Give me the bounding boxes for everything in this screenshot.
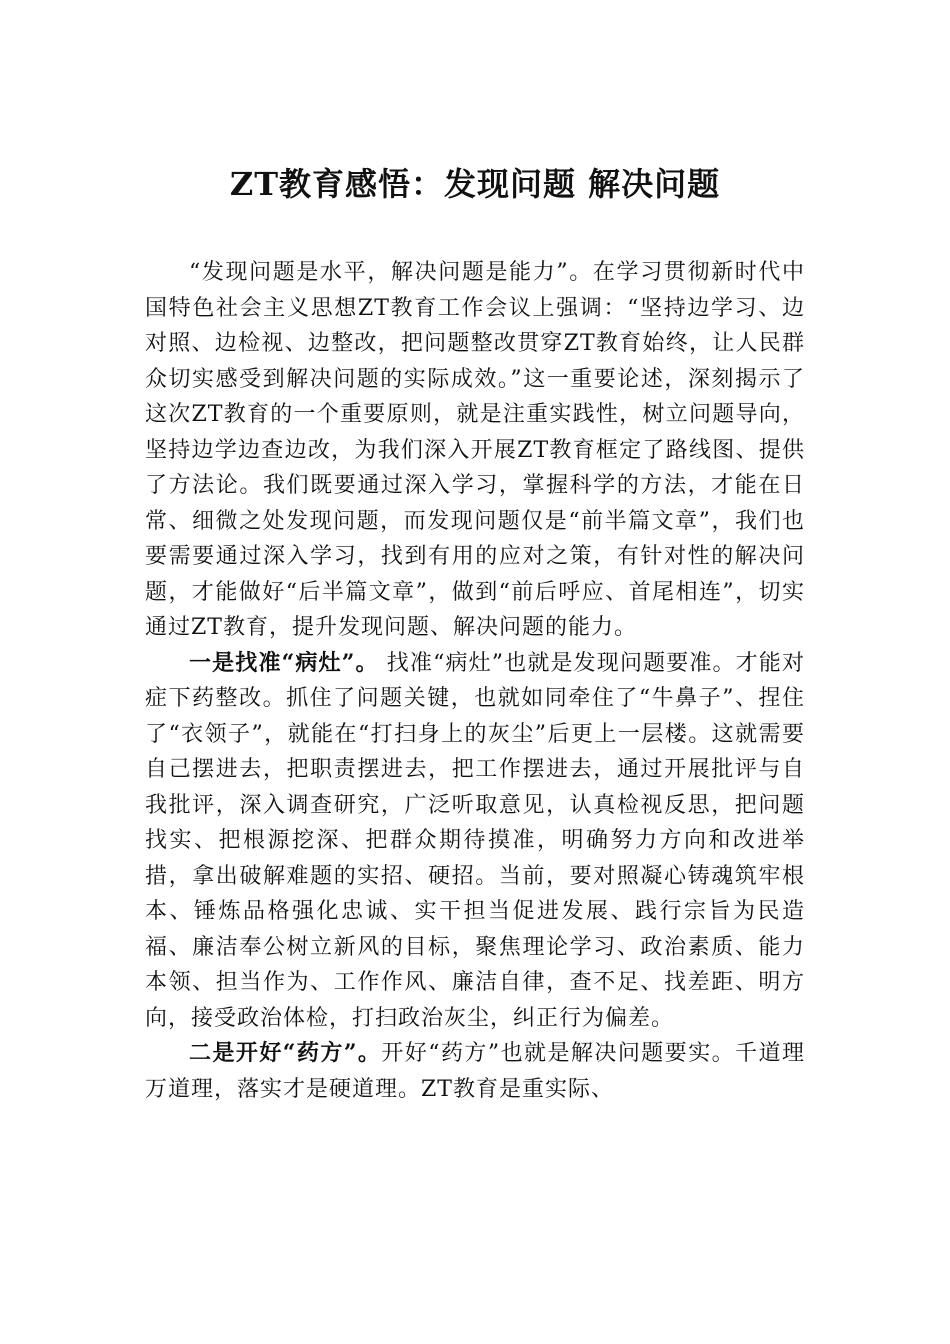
paragraph-text: “发现问题是水平，解决问题是能力”。在学习贯彻新时代中国特色社会主义思想ZT教育工作会议上强调：“坚持边学习、边对照、边检视、边整改，把问题整改贯穿ZT教育始终，让人民群众切实感受到解决问题的实际成效。”这一重要论述，深刻揭示了这次ZT教育的一个重要原则，就是注重实践性，树立问题导向，坚持边学边查边改，为我们深入开展ZT教育框定了路线图、提供了方法论。我们既要通过深入学习，掌握科学的方法，才能在日常、细微之处发现问题，而发现问题仅是“前半篇文章”，我们也要需要通过深入学习，找到有用的应对之策，有针对性的解决问题，才能做好“后半篇文章”，做到“前后呼应、首尾相连”，切实通过ZT教育，提升发现问题、解决问题的能力。: [145, 260, 805, 640]
paragraph-text: 开好“药方”也就是解决问题要实。千道理万道理，落实才是硬道理。ZT教育是重实际、: [145, 1041, 805, 1102]
paragraph-point-one: [145, 646, 805, 1037]
paragraph-intro: [145, 255, 805, 646]
document-body: [145, 255, 805, 1107]
paragraph-lead: 一是找准“病灶”。: [189, 649, 379, 676]
page-title: ZT教育感悟：发现问题 解决问题: [229, 165, 721, 203]
paragraph-lead: 二是开好“药方”。: [189, 1040, 382, 1066]
paragraph-text: 找准“病灶”也就是发现问题要准。才能对症下药整改。抓住了问题关键，也就如同牵住了“牛鼻子”、捏住了“衣领子”，就能在“打扫身上的灰尘”后更上一层楼。这就需要自己摆进去，把职责摆进去，把工作摆进去，通过开展批评与自我批评，深入调查研究，广泛听取意见，认真检视反思，把问题找实、把根源挖深、把群众期待摸准，明确努力方向和改进举措，拿出破解难题的实招、硬招。当前，要对照凝心铸魂筑牢根本、锤炼品格强化忠诚、实干担当促进发展、践行宗旨为民造福、廉洁奉公树立新风的目标，聚焦理论学习、政治素质、能力本领、担当作为、工作作风、廉洁自律，查不足、找差距、明方向，接受政治体检，打扫政治灰尘，纠正行为偏差。: [145, 650, 805, 1031]
paragraph-point-two: [145, 1036, 805, 1107]
